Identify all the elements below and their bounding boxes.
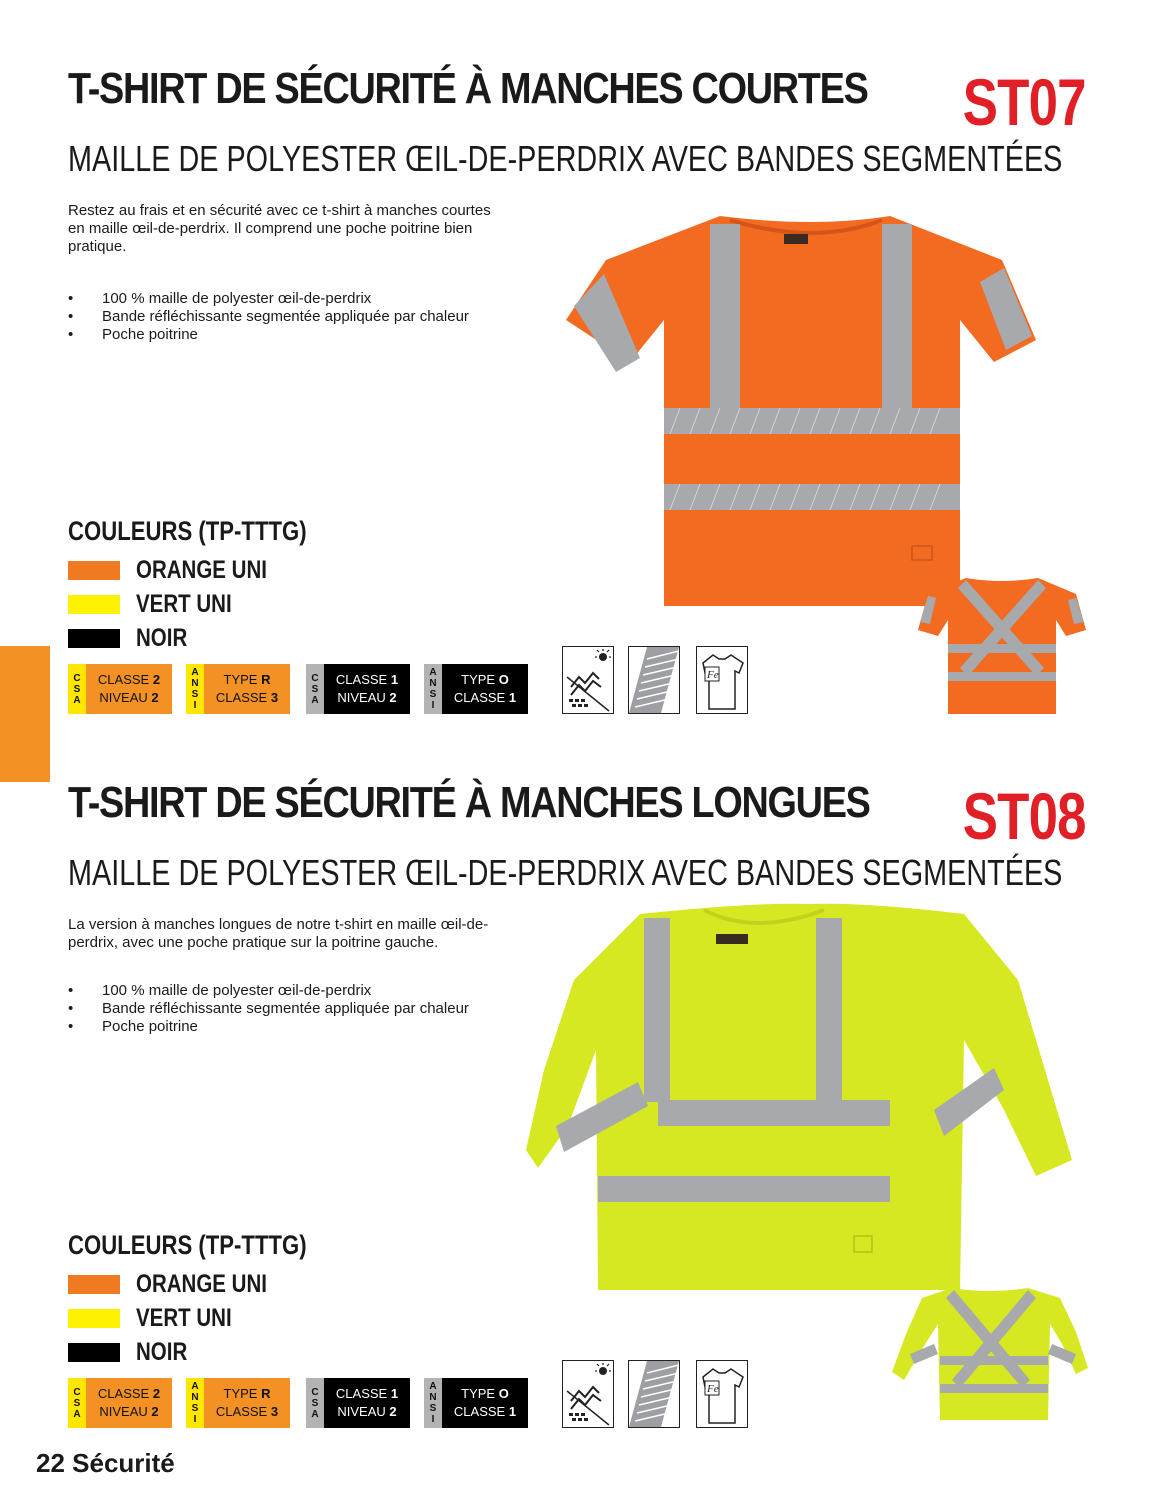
colors-heading: COULEURS (TP-TTTG) [68,1230,307,1260]
product-subtitle: MAILLE DE POLYESTER ŒIL-DE-PERDRIX AVEC BANDES SEGMENTÉES [68,138,1063,179]
product-description: La version à manches longues de notre t-shirt en maille œil-de-perdrix, avec une poche pratique sur la poitrine gauche. [68,916,489,951]
shirt-front-image [560,210,1070,610]
svg-text:Fe: Fe [707,669,719,681]
feature-item: • 100 % maille de polyester œil-de-perdrix [68,982,469,1000]
section-tab [0,646,50,782]
ansi-side-label: A N S I [424,1378,442,1428]
reflective-tape-icon [628,1360,680,1428]
page-footer [36,1448,175,1479]
product-subtitle: MAILLE DE POLYESTER ŒIL-DE-PERDRIX AVEC BANDES SEGMENTÉES [68,852,1063,893]
shirt-front-image [524,900,1074,1290]
breathable-icon [562,646,614,714]
colors-heading: COULEURS (TP-TTTG) [68,516,307,546]
color-label: NOIR [136,1338,188,1366]
breathable-icon [562,1360,614,1428]
csa-side-label: C S A [306,1378,324,1428]
csa-side-label: C S A [68,664,86,714]
color-swatch-orange [68,1275,120,1294]
feature-item: • 100 % maille de polyester œil-de-perdrix [68,290,469,308]
color-swatch-yellow [68,1309,120,1328]
svg-text:Fe: Fe [707,1383,719,1395]
reflective-tape-icon [628,646,680,714]
feature-item: • Bande réfléchissante segmentée appliquée par chaleur [68,308,469,326]
color-swatch-black [68,1343,120,1362]
color-label: VERT UNI [136,590,232,618]
csa-side-label: C S A [306,664,324,714]
product-description: Restez au frais et en sécurité avec ce t-shirt à manches courtes en maille œil-de-perdrix. Il comprend une poche poitrine bien pratique. [68,202,491,255]
product-title: T-SHIRT DE SÉCURITÉ À MANCHES COURTES [68,64,868,113]
color-label: ORANGE UNI [136,1270,267,1298]
feature-list [68,290,469,344]
ansi-side-label: A N S I [186,664,204,714]
feature-item: • Poche poitrine [68,326,469,344]
color-swatch-black [68,629,120,648]
color-swatch-orange [68,561,120,580]
shirt-back-image [890,1284,1090,1424]
product-code: ST08 [963,779,1086,853]
shirt-back-image [916,576,1088,716]
ansi-side-label: A N S I [186,1378,204,1428]
tag-free-label-icon [696,646,748,714]
product-title: T-SHIRT DE SÉCURITÉ À MANCHES LONGUES [68,778,870,827]
feature-item: • Bande réfléchissante segmentée appliquée par chaleur [68,1000,469,1018]
color-label: NOIR [136,624,188,652]
section-name: Sécurité [72,1448,175,1478]
ansi-side-label: A N S I [424,664,442,714]
color-swatch-yellow [68,595,120,614]
color-label: ORANGE UNI [136,556,267,584]
tag-free-label-icon [696,1360,748,1428]
csa-side-label: C S A [68,1378,86,1428]
feature-list [68,982,469,1036]
color-label: VERT UNI [136,1304,232,1332]
page-number: 22 [36,1448,65,1478]
product-code: ST07 [963,65,1086,139]
feature-item: • Poche poitrine [68,1018,469,1036]
